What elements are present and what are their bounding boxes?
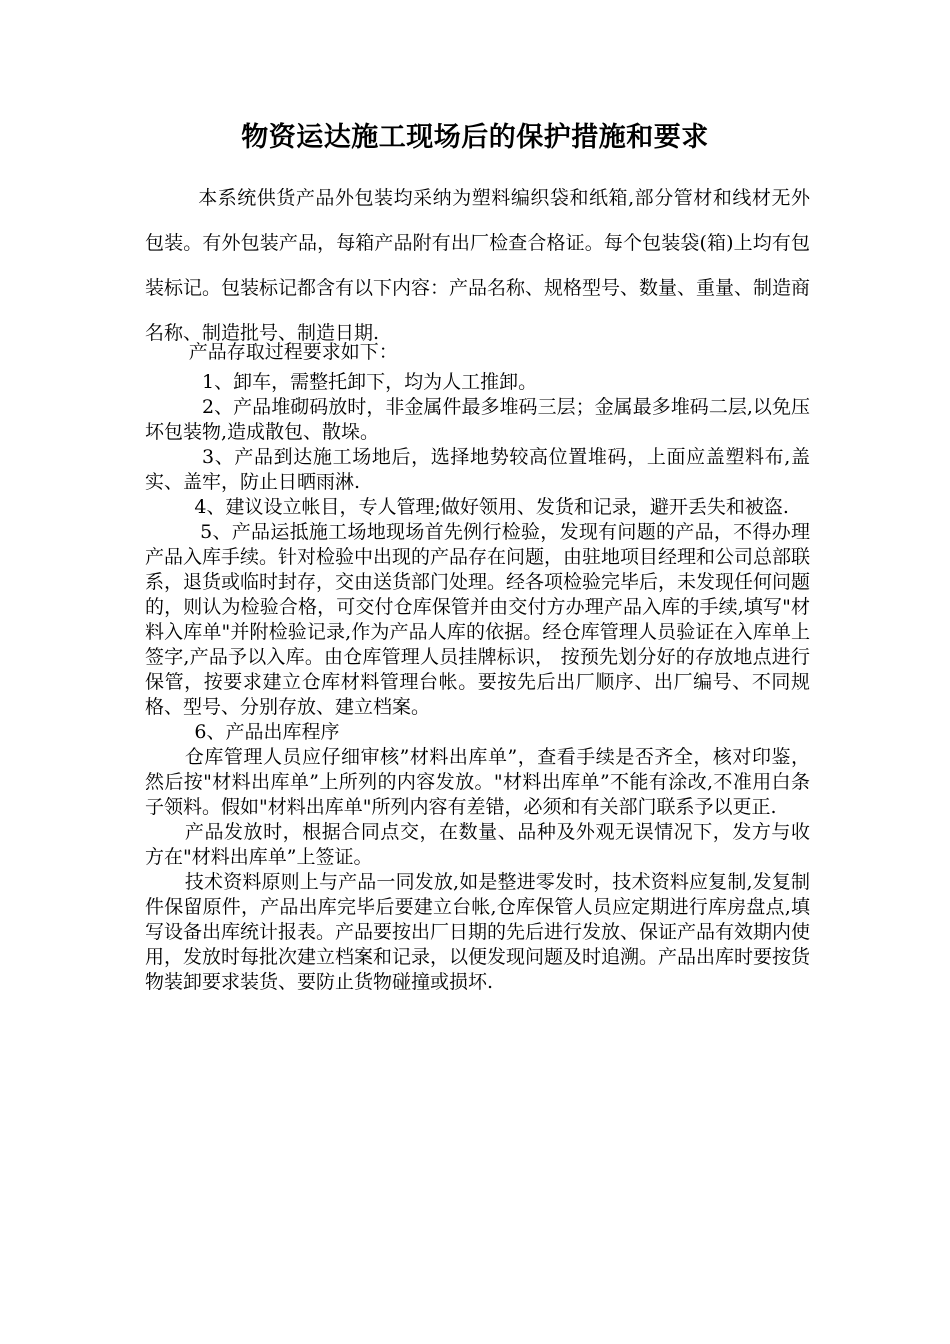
requirement-item-3: 3、产品到达施工场地后，选择地势较高位置堆码，上面应盖塑料布,盖实、盖牢，防止日晒雨淋. [145,446,810,493]
outbound-paragraph-3: 技术资料原则上与产品一同发放,如是整进零发时，技术资料应复制,发复制件保留原件，产品出库完毕后要建立台帐,仓库保管人员应定期进行库房盘点,填写设备出库统计报表。产品要按出厂日期的先后进行发放、保证产品有效期内使用，发放时每批次建立档案和记录，以便发现问题及时追溯。产品出库时要按货物装卸要求装货、要防止货物碰撞或损坏. [145,871,811,993]
outbound-paragraph-2: 产品发放时，根据合同点交，在数量、品种及外观无误情况下，发方与收方在"材料出库单”上签证。 [145,821,810,868]
intro-paragraph: 本系统供货产品外包装均采纳为塑料编织袋和纸箱,部分管材和线材无外包装。有外包装产品，每箱产品附有出厂检查合格证。每个包装袋(箱)上均有包装标记。包装标记都含有以下内容：产品名称、规格型号、数量、重量、制造商名称、制造批号、制造日期. [145,187,811,344]
requirement-item-2: 2、产品堆砌码放时，非金属件最多堆码三层；金属最多堆码二层,以免压坏包装物,造成散包、散垛。 [145,396,810,443]
outbound-paragraph-1: 仓库管理人员应仔细审核”材料出库单”，查看手续是否齐全，核对印鉴，然后按"材料出库单”上所列的内容发放。"材料出库单”不能有涂改,不准用白条子领料。假如"材料出库单"所列内容有差错，必须和有关部门联系予以更正. [145,746,810,818]
outbound-heading: 6、产品出库程序 [194,721,340,743]
requirement-item-1: 1、卸车，需整托卸下，均为人工推卸。 [202,371,538,393]
requirements-heading: 产品存取过程要求如下： [188,341,398,363]
requirement-item-5: 5、产品运抵施工场地现场首先例行检验，发现有问题的产品，不得办理产品入库手续。针对检验中出现的产品存在问题，由驻地项目经理和公司总部联系，退货或临时封存，交由送货部门处理。经各项检验完毕后，未发现任何问题的，则认为检验合格，可交付仓库保管并由交付方办理产品入库的手续,填写"材料入库单"并附检验记录,作为产品人库的依据。经仓库管理人员验证在入库单上签字,产品予以入库。由仓库管理人员挂牌标识， 按预先划分好的存放地点进行保管，按要求建立仓库材料管理台帐。要按先后出厂顺序、出厂编号、不同规格、型号、分别存放、建立档案。 [145,521,811,718]
document-title: 物资运达施工现场后的保护措施和要求 [241,122,709,153]
document-body [145,340,810,995]
requirement-item-4: 4、建议设立帐目，专人管理;做好领用、发货和记录，避开丢失和被盗. [194,496,789,518]
